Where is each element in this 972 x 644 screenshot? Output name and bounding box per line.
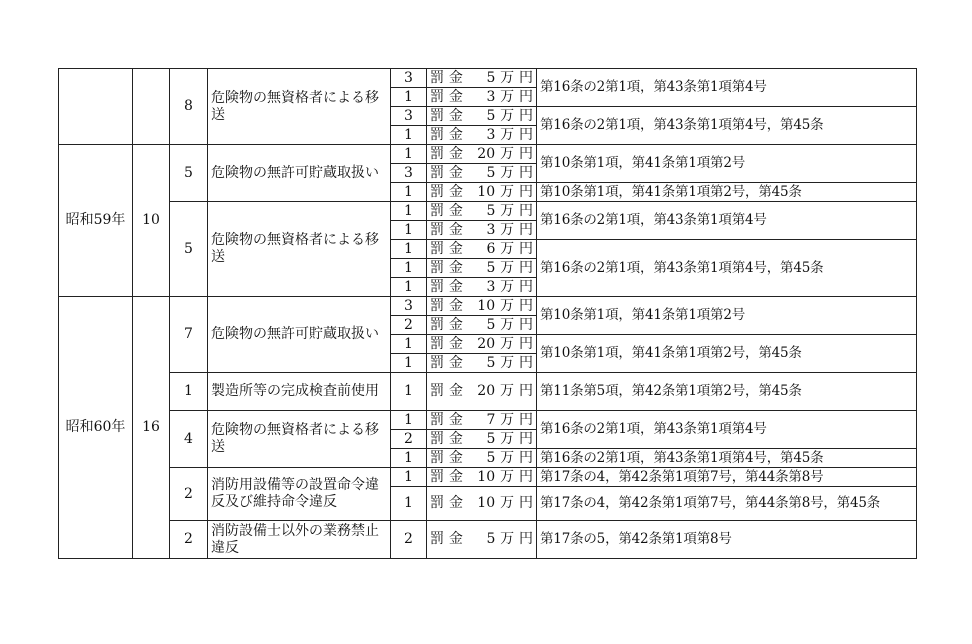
table-row: [59, 297, 917, 316]
legal-article-cell: 第10条第1項，第41条第1項第2号，第45条: [537, 335, 917, 373]
penalty-fine-cell: 罰金 10万円: [427, 297, 537, 316]
penalty-fine-cell: 罰金 5万円: [427, 354, 537, 373]
penalty-count-cell: 3: [391, 69, 427, 88]
legal-article-cell: 第16条の2第1項，第43条第1項第4号: [537, 411, 917, 449]
penalty-fine-cell: 罰金 5万円: [427, 107, 537, 126]
violation-name-cell: 危険物の無許可貯蔵取扱い: [208, 297, 391, 373]
violation-name-cell: 消防設備士以外の業務禁止違反: [208, 521, 391, 559]
table-row: [59, 373, 917, 411]
year-cell: 昭和59年: [59, 145, 133, 297]
table-row: [59, 411, 917, 430]
penalty-fine-cell: 罰金 10万円: [427, 468, 537, 487]
penalty-count-cell: 3: [391, 107, 427, 126]
penalty-fine-cell: 罰金 10万円: [427, 487, 537, 521]
legal-article-cell: 第17条の4，第42条第1項第7号，第44条第8号: [537, 468, 917, 487]
penalty-count-cell: 1: [391, 240, 427, 259]
legal-article-cell: 第16条の2第1項，第43条第1項第4号，第45条: [537, 107, 917, 145]
violation-name-cell: 危険物の無資格者による移送: [208, 411, 391, 468]
penalty-fine-cell: 罰金 6万円: [427, 240, 537, 259]
penalty-fine-cell: 罰金 5万円: [427, 316, 537, 335]
year-total-cell: 10: [133, 145, 170, 297]
penalty-fine-cell: 罰金 5万円: [427, 430, 537, 449]
penalty-count-cell: 2: [391, 430, 427, 449]
penalty-fine-cell: 罰金 5万円: [427, 164, 537, 183]
violation-count-cell: 7: [170, 297, 208, 373]
table-row: [59, 202, 917, 221]
table-row: [59, 69, 917, 88]
penalty-fine-cell: 罰金 5万円: [427, 449, 537, 468]
legal-article-cell: 第17条の5，第42条第1項第8号: [537, 521, 917, 559]
violation-name-cell: 危険物の無資格者による移送: [208, 202, 391, 297]
penalty-fine-cell: 罰金 5万円: [427, 259, 537, 278]
penalty-count-cell: 1: [391, 259, 427, 278]
violation-name-cell: 消防用設備等の設置命令違反及び維持命令違反: [208, 468, 391, 521]
legal-article-cell: 第16条の2第1項，第43条第1項第4号: [537, 202, 917, 240]
penalty-count-cell: 1: [391, 145, 427, 164]
penalty-statistics-table: [58, 68, 917, 559]
year-cell: [59, 69, 133, 145]
year-total-cell: [133, 69, 170, 145]
violation-count-cell: 2: [170, 521, 208, 559]
penalty-count-cell: 1: [391, 221, 427, 240]
penalty-fine-cell: 罰金 20万円: [427, 145, 537, 164]
table-row: [59, 145, 917, 164]
penalty-count-cell: 1: [391, 411, 427, 430]
table-row: [59, 521, 917, 559]
legal-article-cell: 第10条第1項，第41条第1項第2号，第45条: [537, 183, 917, 202]
legal-article-cell: 第10条第1項，第41条第1項第2号: [537, 297, 917, 335]
legal-article-cell: 第11条第5項，第42条第1項第2号，第45条: [537, 373, 917, 411]
penalty-count-cell: 1: [391, 468, 427, 487]
violation-count-cell: 5: [170, 202, 208, 297]
penalty-count-cell: 1: [391, 183, 427, 202]
year-cell: 昭和60年: [59, 297, 133, 559]
penalty-count-cell: 3: [391, 297, 427, 316]
penalty-count-cell: 1: [391, 126, 427, 145]
penalty-count-cell: 1: [391, 88, 427, 107]
penalty-fine-cell: 罰金 3万円: [427, 126, 537, 145]
legal-article-cell: 第17条の4，第42条第1項第7号，第44条第8号，第45条: [537, 487, 917, 521]
penalty-count-cell: 1: [391, 487, 427, 521]
penalty-count-cell: 1: [391, 335, 427, 354]
penalty-count-cell: 1: [391, 278, 427, 297]
violation-count-cell: 2: [170, 468, 208, 521]
penalty-fine-cell: 罰金 3万円: [427, 221, 537, 240]
legal-article-cell: 第16条の2第1項，第43条第1項第4号，第45条: [537, 240, 917, 297]
penalty-count-cell: 1: [391, 373, 427, 411]
violation-name-cell: 危険物の無資格者による移送: [208, 69, 391, 145]
penalty-count-cell: 2: [391, 521, 427, 559]
penalty-count-cell: 1: [391, 202, 427, 221]
penalty-fine-cell: 罰金 10万円: [427, 183, 537, 202]
table-row: [59, 468, 917, 487]
penalty-fine-cell: 罰金 5万円: [427, 202, 537, 221]
legal-article-cell: 第10条第1項，第41条第1項第2号: [537, 145, 917, 183]
violation-name-cell: 危険物の無許可貯蔵取扱い: [208, 145, 391, 202]
penalty-fine-cell: 罰金 5万円: [427, 69, 537, 88]
penalty-count-cell: 1: [391, 449, 427, 468]
penalty-count-cell: 1: [391, 354, 427, 373]
penalty-fine-cell: 罰金 20万円: [427, 373, 537, 411]
legal-article-cell: 第16条の2第1項，第43条第1項第4号: [537, 69, 917, 107]
violation-name-cell: 製造所等の完成検査前使用: [208, 373, 391, 411]
penalty-count-cell: 2: [391, 316, 427, 335]
violation-count-cell: 8: [170, 69, 208, 145]
penalty-fine-cell: 罰金 5万円: [427, 521, 537, 559]
legal-article-cell: 第16条の2第1項，第43条第1項第4号，第45条: [537, 449, 917, 468]
penalty-fine-cell: 罰金 3万円: [427, 278, 537, 297]
penalty-fine-cell: 罰金 7万円: [427, 411, 537, 430]
penalty-fine-cell: 罰金 3万円: [427, 88, 537, 107]
violation-count-cell: 1: [170, 373, 208, 411]
penalty-count-cell: 3: [391, 164, 427, 183]
violation-count-cell: 5: [170, 145, 208, 202]
year-total-cell: 16: [133, 297, 170, 559]
penalty-fine-cell: 罰金 20万円: [427, 335, 537, 354]
violation-count-cell: 4: [170, 411, 208, 468]
